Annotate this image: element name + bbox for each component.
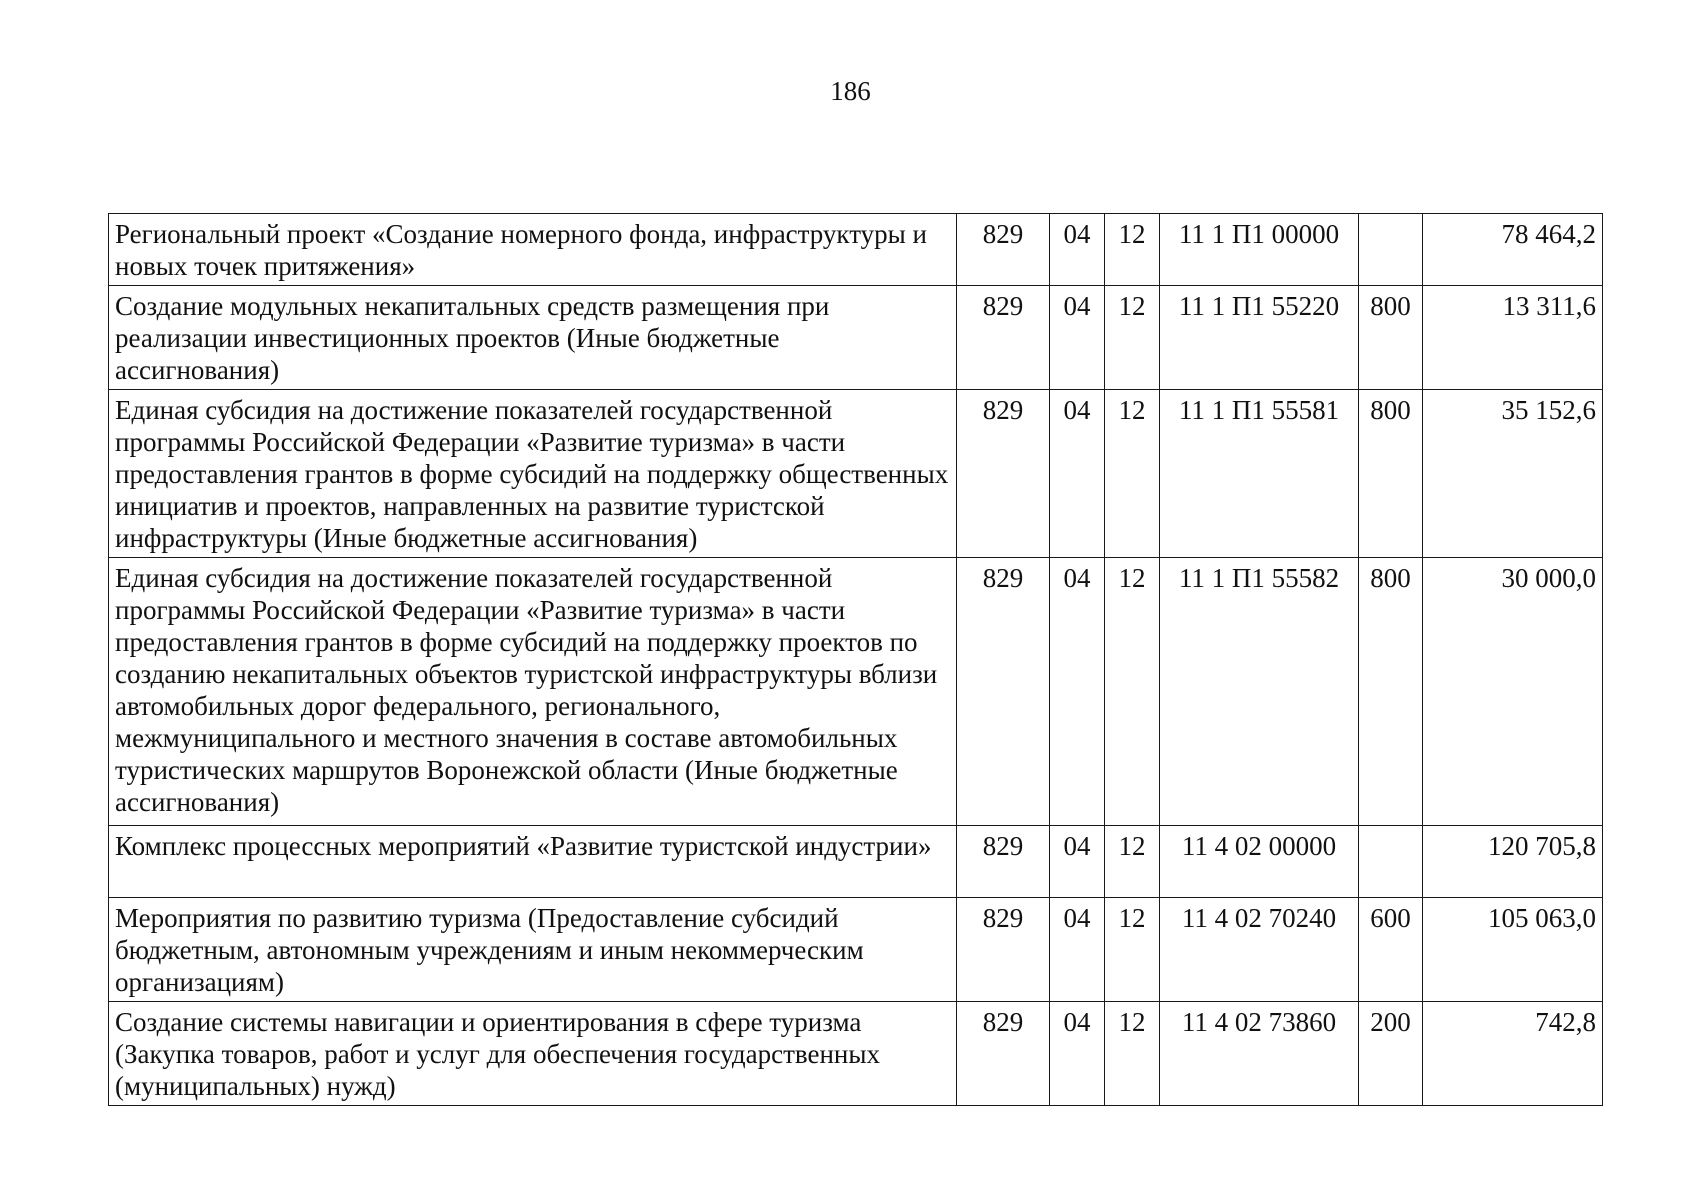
page-number: 186 [830, 76, 871, 106]
row-section-code: 04 [1050, 390, 1105, 558]
row-expense-type: 800 [1359, 286, 1423, 390]
table-row [109, 286, 1603, 390]
row-amount: 120 705,8 [1423, 826, 1603, 898]
row-subsection-code: 12 [1105, 214, 1160, 286]
row-amount: 78 464,2 [1423, 214, 1603, 286]
row-amount: 105 063,0 [1423, 898, 1603, 1002]
row-name: Создание системы навигации и ориентирования в сфере туризма (Закупка товаров, работ и услуг для обеспечения государственных (муниципальных) нужд) [109, 1002, 957, 1106]
table-row [109, 826, 1603, 898]
row-amount: 35 152,6 [1423, 390, 1603, 558]
row-ministry-code: 829 [957, 558, 1050, 826]
row-target-code: 11 1 П1 00000 [1160, 214, 1359, 286]
row-amount: 742,8 [1423, 1002, 1603, 1106]
table-row [109, 1002, 1603, 1106]
row-ministry-code: 829 [957, 390, 1050, 558]
row-name: Мероприятия по развитию туризма (Предоставление субсидий бюджетным, автономным учреждениям и иным некоммерческим организациям) [109, 898, 957, 1002]
row-name: Комплекс процессных мероприятий «Развитие туристской индустрии» [109, 826, 957, 898]
row-amount: 30 000,0 [1423, 558, 1603, 826]
row-section-code: 04 [1050, 558, 1105, 826]
row-name: Единая субсидия на достижение показателей государственной программы Российской Федерации «Развитие туризма» в части предоставления грантов в форме субсидий на поддержку проектов по созданию некапитальных объектов туристской инфраструктуры вблизи автомобильных дорог федерального, регионального, межмуниципального и местного значения в составе автомобильных туристических маршрутов Воронежской области (Иные бюджетные ассигнования) [109, 558, 957, 826]
row-ministry-code: 829 [957, 1002, 1050, 1106]
row-amount: 13 311,6 [1423, 286, 1603, 390]
row-section-code: 04 [1050, 1002, 1105, 1106]
row-subsection-code: 12 [1105, 390, 1160, 558]
row-subsection-code: 12 [1105, 826, 1160, 898]
row-ministry-code: 829 [957, 286, 1050, 390]
row-section-code: 04 [1050, 826, 1105, 898]
table-row [109, 390, 1603, 558]
row-expense-type: 600 [1359, 898, 1423, 1002]
row-section-code: 04 [1050, 286, 1105, 390]
row-ministry-code: 829 [957, 898, 1050, 1002]
row-subsection-code: 12 [1105, 1002, 1160, 1106]
row-subsection-code: 12 [1105, 558, 1160, 826]
row-section-code: 04 [1050, 898, 1105, 1002]
row-target-code: 11 4 02 70240 [1160, 898, 1359, 1002]
row-subsection-code: 12 [1105, 286, 1160, 390]
row-target-code: 11 1 П1 55220 [1160, 286, 1359, 390]
row-expense-type [1359, 214, 1423, 286]
row-name: Региональный проект «Создание номерного фонда, инфраструктуры и новых точек притяжения» [109, 214, 957, 286]
row-name: Единая субсидия на достижение показателей государственной программы Российской Федерации «Развитие туризма» в части предоставления грантов в форме субсидий на поддержку общественных инициатив и проектов, направленных на развитие туристской инфраструктуры (Иные бюджетные ассигнования) [109, 390, 957, 558]
table-row [109, 214, 1603, 286]
row-name: Создание модульных некапитальных средств размещения при реализации инвестиционных проектов (Иные бюджетные ассигнования) [109, 286, 957, 390]
table-row [109, 898, 1603, 1002]
budget-table [108, 213, 1603, 1106]
row-target-code: 11 1 П1 55582 [1160, 558, 1359, 826]
row-target-code: 11 4 02 73860 [1160, 1002, 1359, 1106]
row-expense-type [1359, 826, 1423, 898]
row-expense-type: 800 [1359, 558, 1423, 826]
table-row [109, 558, 1603, 826]
row-section-code: 04 [1050, 214, 1105, 286]
row-ministry-code: 829 [957, 214, 1050, 286]
row-target-code: 11 4 02 00000 [1160, 826, 1359, 898]
row-ministry-code: 829 [957, 826, 1050, 898]
row-subsection-code: 12 [1105, 898, 1160, 1002]
row-target-code: 11 1 П1 55581 [1160, 390, 1359, 558]
row-expense-type: 800 [1359, 390, 1423, 558]
row-expense-type: 200 [1359, 1002, 1423, 1106]
